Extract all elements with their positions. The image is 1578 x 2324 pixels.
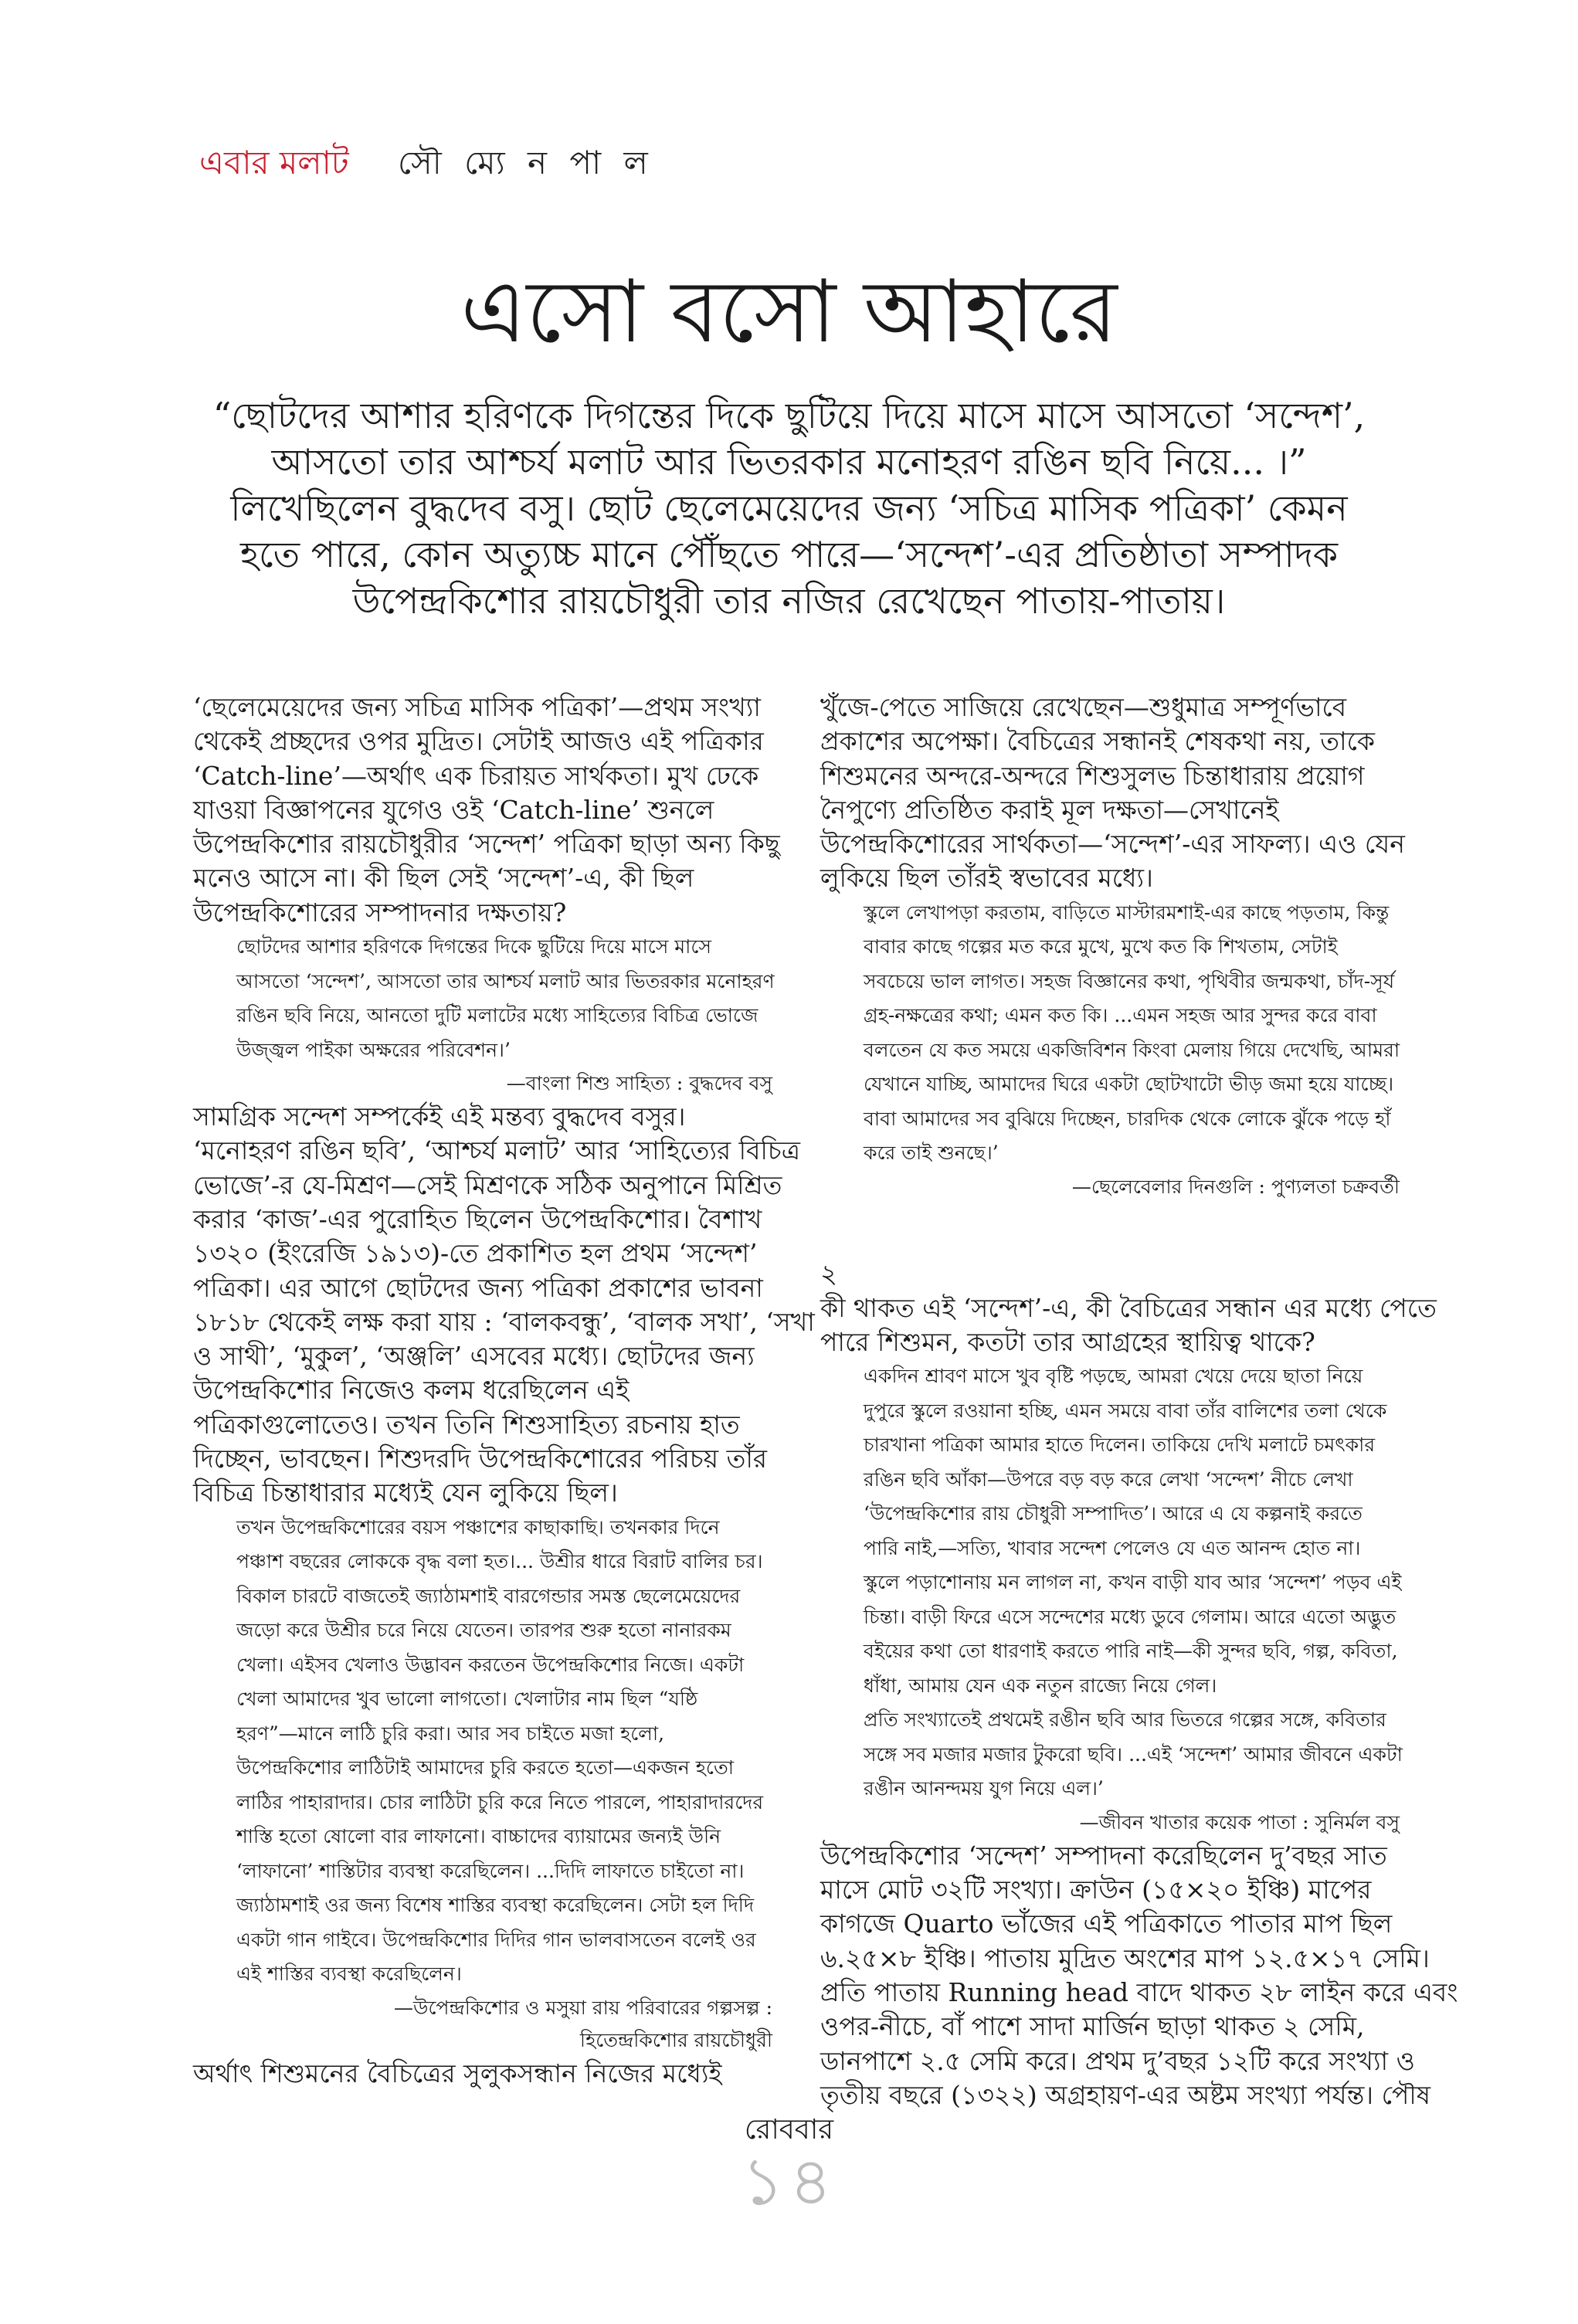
quote-line: ছোটদের আশার হরিণকে দিগন্তের দিকে ছুটিয়ে দিয়ে মাসে মাসে [236,935,711,958]
quote-line: খেলা। এইসব খেলাও উদ্ভাবন করতেন উপেন্দ্রকিশোর নিজে। একটা [236,1653,745,1676]
quote-line: আসতো ‘সন্দেশ’, আসতো তার আশ্চর্য মলাট আর ভিতরকার মনোহরণ [236,969,775,992]
text-line: ‘মনোহরণ রঙিন ছবি’, ‘আশ্চর্য মলাট’ আর ‘সাহিত্যের বিচিত্র [193,1135,800,1166]
quote-credit: —জীবন খাতার কয়েক পাতা : সুনির্মল বসু [1079,1810,1400,1834]
section-number: ২ [820,1258,838,1290]
text-line: উপেন্দ্রকিশোর নিজেও কলম ধরেছিলেন এই [193,1375,630,1406]
intro-line: উপেন্দ্রকিশোর রায়চৌধুরী তার নজির রেখেছেন পাতায়-পাতায়। [352,580,1226,622]
text-line: ওপর-নীচে, বাঁ পাশে সাদা মার্জিন ছাড়া থাকত ২ সেমি, [820,2011,1365,2042]
quote-line: লাঠির পাহারাদার। চোর লাঠিটা চুরি করে নিতে পারলে, পাহারাদারদের [236,1790,764,1813]
text-line: উপেন্দ্রকিশোরের সার্থকতা—‘সন্দেশ’-এর সাফল্য। এও যেন [820,829,1406,860]
block-quote [864,896,1407,1171]
quote-line: তখন উপেন্দ্রকিশোরের বয়স পঞ্চাশের কাছাকাছি। তখনকার দিনে [236,1515,720,1539]
quote-line: সবচেয়ে ভাল লাগত। সহজ বিজ্ঞানের কথা, পৃথিবীর জন্মকথা, চাঁদ-সূর্য [864,969,1395,992]
quote-credit: —ছেলেবেলার দিনগুলি : পুণ্যলতা চক্রবর্তী [1071,1175,1400,1198]
body-paragraph [820,1839,1458,2112]
quote-line: গ্রহ-নক্ষত্রের কথা; এমন কত কি। ...এমন সহজ আর সুন্দর করে বাবা [864,1004,1377,1027]
quote-line: বলতেন যে কত সময়ে একজিবিশন কিংবা মেলায় গিয়ে দেখেছি, আমরা [864,1038,1400,1061]
credit-line: হিতেন্দ্রকিশোর রায়চৌধুরী [579,2028,772,2051]
quote-line: পঞ্চাশ বছরের লোককে বৃদ্ধ বলা হত।... উশ্রীর ধারে বিরাট বালির চর। [236,1550,763,1573]
text-line: উপেন্দ্রকিশোর ‘সন্দেশ’ সম্পাদনা করেছিলেন দু’বছর সাত [820,1840,1387,1871]
block-quote [236,930,780,1067]
quote-line: জড়ো করে উশ্রীর চরে নিয়ে যেতেন। তারপর শুরু হতো নানারকম [236,1619,731,1642]
quote-line: বইয়ের কথা তো ধারণাই করতে পারি নাই—কী সুন্দর ছবি, গল্প, কবিতা, [864,1640,1398,1663]
text-line: পত্রিকা। এর আগে ছোটদের জন্য পত্রিকা প্রকাশের ভাবনা [193,1272,763,1303]
text-line: উপেন্দ্রকিশোরের সম্পাদনার দক্ষতায়? [193,897,567,928]
intro-standfirst [154,392,1424,624]
text-line: ডানপাশে ২.৫ সেমি করে। প্রথম দু’বছর ১২টি করে সংখ্যা ও [820,2045,1415,2076]
quote-line: চারখানা পত্রিকা আমার হাতে দিলেন। তাকিয়ে দেখি মলাটে চমৎকার [864,1433,1376,1457]
intro-line: আসতো তার আশ্চর্য মলাট আর ভিতরকার মনোহরণ রঙিন ছবি নিয়ে... ।” [271,441,1307,483]
right-column [820,690,1458,2112]
text-line: শিশুমনের অন্দরে-অন্দরে শিশুসুলভ চিন্তাধারায় প্রয়োগ [820,760,1365,791]
text-line: ‘Catch-line’—অর্থাৎ এক চিরায়ত সার্থকতা। মুখ ঢেকে [193,760,759,791]
section-label: এবার মলাট [199,144,349,182]
quote-line: উপেন্দ্রকিশোর লাঠিটাই আমাদের চুরি করতে হতো—একজন হতো [236,1756,734,1779]
text-line: ১৩২০ (ইংরেজি ১৯১৩)-তে প্রকাশিত হল প্রথম ‘সন্দেশ’ [193,1238,758,1269]
quote-credit: —বাংলা শিশু সাহিত্য : বুদ্ধদেব বসু [506,1072,772,1095]
quote-line: উজ্জ্বল পাইকা অক্ষরের পরিবেশন।’ [236,1038,511,1061]
intro-line: লিখেছিলেন বুদ্ধদেব বসু। ছোট ছেলেমেয়েদের জন্য ‘সচিত্র মাসিক পত্রিকা’ কেমন [230,487,1348,529]
quote-line: খেলা আমাদের খুব ভালো লাগতো। খেলাটার নাম ছিল “যষ্ঠি [236,1688,698,1711]
text-line: খুঁজে-পেতে সাজিয়ে রেখেছেন—শুধুমাত্র সম্পূর্ণভাবে [820,692,1347,722]
text-line: অর্থাৎ শিশুমনের বৈচিত্রের সুলুকসন্ধান নিজের মধ্যেই [193,2058,722,2088]
credit-line: —উপেন্দ্রকিশোর ও মসুয়া রায় পরিবারের গল্পসল্প : [394,1996,772,2019]
quote-line: একটা গান গাইবে। উপেন্দ্রকিশোর দিদির গান ভালবাসতেন বলেই ওর [236,1928,756,1951]
author-name: সৌ ম্যে ন পা ল [398,144,654,182]
text-line: কী থাকত এই ‘সন্দেশ’-এ, কী বৈচিত্রের সন্ধান এর মধ্যে পেতে [820,1292,1437,1323]
quote-line: রঙীন আনন্দময় যুগ নিয়ে এল।’ [864,1777,1104,1800]
quote-line: পারি নাই,—সত্যি, খাবার সন্দেশ পেলেও যে এত আনন্দ হোত না। [864,1536,1361,1559]
quote-credit [193,1992,780,2057]
page-number: ১৪ [741,2143,837,2221]
text-line: দিচ্ছেন, ভাবছেন। শিশুদরদি উপেন্দ্রকিশোরের পরিচয় তাঁর [193,1444,768,1474]
text-line: ও সাথী’, ‘মুকুল’, ‘অঞ্জলি’ এসবের মধ্যে। ছোটদের জন্য [193,1341,755,1372]
article-title: এসো বসো আহারে [460,262,1118,362]
text-line: ১৮১৮ থেকেই লক্ষ করা যায় : ‘বালকবন্ধু’, ‘বালক সখা’, ‘সখা [193,1306,815,1337]
body-paragraph [820,1291,1437,1360]
quote-line: যেখানে যাচ্ছি, আমাদের ঘিরে একটা ছোটখাটো ভীড় জমা হয়ে যাচ্ছে। [864,1073,1394,1096]
quote-line: বাবা আমাদের সব বুঝিয়ে দিচ্ছেন, চারদিক থেকে লোকে ঝুঁকে পড়ে হাঁ [864,1107,1391,1130]
quote-line: স্কুলে লেখাপড়া করতাম, বাড়িতে মাস্টারমশাই-এর কাছে পড়তাম, কিন্তু [864,901,1390,924]
text-line: কাগজে Quarto ভাঁজের এই পত্রিকাতে পাতার মাপ ছিল [820,1908,1393,1939]
text-line: বিচিত্র চিন্তাধারার মধ্যেই যেন লুকিয়ে ছিল। [193,1478,618,1508]
text-line: যাওয়া বিজ্ঞাপনের যুগেও ওই ‘Catch-line’ শুনলে [193,794,714,825]
quote-line: সঙ্গে সব মজার মজার টুকরো ছবি। ...এই ‘সন্দেশ’ আমার জীবনে একটা [864,1742,1403,1766]
text-line: মাসে মোট ৩২টি সংখ্যা। ক্রাউন (১৫×২০ ইঞ্চি) মাপের [820,1874,1372,1905]
body-paragraph [820,690,1407,896]
text-line: পারে শিশুমন, কতটা তার আগ্রহের স্থায়িত্ব থাকে? [820,1327,1315,1358]
left-column [193,690,815,2091]
quote-line: এই শাস্তির ব্যবস্থা করেছিলেন। [236,1963,462,1986]
page-footer [0,2113,1578,2221]
text-line: তৃতীয় বছরে (১৩২২) অগ্রহায়ণ-এর অষ্টম সংখ্যা পর্যন্ত। পৌষ [820,2079,1431,2110]
body-paragraph [193,1100,815,1511]
text-line: ‘ছেলেমেয়েদের জন্য সচিত্র মাসিক পত্রিকা’—প্রথম সংখ্যা [193,692,761,722]
text-line: লুকিয়ে ছিল তাঁরই স্বভাবের মধ্যে। [820,863,1153,894]
quote-line: করে তাই শুনছে।’ [864,1142,999,1165]
quote-line: হরণ”—মানে লাঠি চুরি করা। আর সব চাইতে মজা হলো, [236,1722,665,1745]
quote-line: ধাঁধা, আমায় যেন এক নতুন রাজ্যে নিয়ে গেল। [864,1674,1217,1697]
section-spacer [820,1203,1407,1257]
quote-line: জ্যাঠামশাই ওর জন্য বিশেষ শাস্তির ব্যবস্থা করেছিলেন। সেটা হল দিদি [236,1894,755,1917]
intro-line: “ছোটদের আশার হরিণকে দিগন্তের দিকে ছুটিয়ে দিয়ে মাসে মাসে আসতো ‘সন্দেশ’, [212,395,1366,436]
footer-weekday: রোববার [744,2114,834,2146]
body-paragraph [193,690,780,930]
text-line: প্রতি পাতায় Running head বাদে থাকত ২৮ লাইন করে এবং [820,1977,1458,2008]
quote-line: বিকাল চারটে বাজতেই জ্যাঠামশাই বারগেন্ডার সমস্ত ছেলেমেয়েদের [236,1584,741,1607]
text-line: পত্রিকাগুলোতেও। তখন তিনি শিশুসাহিত্য রচনায় হাত [193,1409,740,1440]
quote-line: রঙিন ছবি নিয়ে, আনতো দুটি মলাটের মধ্যে সাহিত্যের বিচিত্র ভোজে [236,1004,758,1027]
quote-line: বাবার কাছে গল্পের মত করে মুখে, মুখে কত কি শিখতাম, সেটাই [864,935,1338,958]
quote-line: ‘লাফানো’ শাস্তিটার ব্যবস্থা করেছিলেন। ...দিদি লাফাতে চাইতো না। [236,1859,745,1882]
quote-line: স্কুলে পড়াশোনায় মন লাগল না, কখন বাড়ী যাব আর ‘সন্দেশ’ পড়ব এই [864,1571,1402,1594]
intro-line: হতে পারে, কোন অত্যুচ্চ মানে পৌঁছতে পারে—‘সন্দেশ’-এর প্রতিষ্ঠাতা সম্পাদক [239,534,1339,575]
text-line: থেকেই প্রচ্ছদের ওপর মুদ্রিত। সেটাই আজও এই পত্রিকার [193,726,764,757]
quote-line: রঙিন ছবি আঁকা—উপরে বড় বড় করে লেখা ‘সন্দেশ’ নীচে লেখা [864,1467,1353,1491]
text-line: ভোজে’-র যে-মিশ্রণ—সেই মিশ্রণকে সঠিক অনুপানে মিশ্রিত [193,1169,782,1200]
block-quote [236,1511,780,1992]
text-line: উপেন্দ্রকিশোর রায়চৌধুরীর ‘সন্দেশ’ পত্রিকা ছাড়া অন্য কিছু [193,829,780,860]
text-line: ৬.২৫×৮ ইঞ্চি। পাতায় মুদ্রিত অংশের মাপ ১২.৫×১৭ সেমি। [820,1942,1430,1973]
text-line: সামগ্রিক সন্দেশ সম্পর্কেই এই মন্তব্য বুদ্ধদেব বসুর। [193,1101,686,1132]
quote-line: ‘উপেন্দ্রকিশোর রায় চৌধুরী সম্পাদিত’। আরে এ যে কল্পনাই করতে [864,1502,1363,1525]
quote-line: প্রতি সংখ্যাতেই প্রথমেই রঙীন ছবি আর ভিতরে গল্পের সঙ্গে, কবিতার [864,1708,1386,1732]
text-line: প্রকাশের অপেক্ষা। বৈচিত্রের সন্ধানই শেষকথা নয়, তাকে [820,726,1375,757]
page-header [199,137,654,192]
quote-line: একদিন শ্রাবণ মাসে খুব বৃষ্টি পড়ছে, আমরা খেয়ে দেয়ে ছাতা নিয়ে [864,1365,1363,1388]
text-line: করার ‘কাজ’-এর পুরোহিত ছিলেন উপেন্দ্রকিশোর। বৈশাখ [193,1203,762,1234]
text-line: নৈপুণ্যে প্রতিষ্ঠিত করাই মূল দক্ষতা—সেখানেই [820,794,1279,825]
quote-line: শাস্তি হতো ষোলো বার লাফানো। বাচ্চাদের ব্যায়ামের জন্যই উনি [236,1825,721,1848]
body-paragraph [193,2057,780,2091]
block-quote [864,1359,1407,1807]
quote-line: দুপুরে স্কুলে রওয়ানা হচ্ছি, এমন সময়ে বাবা তাঁর বালিশের তলা থেকে [864,1399,1387,1422]
quote-line: চিন্তা। বাড়ী ফিরে এসে সন্দেশের মধ্যে ডুবে গেলাম। আরে এতো অদ্ভুত [864,1605,1396,1628]
text-line: মনেও আসে না। কী ছিল সেই ‘সন্দেশ’-এ, কী ছিল [193,863,694,894]
